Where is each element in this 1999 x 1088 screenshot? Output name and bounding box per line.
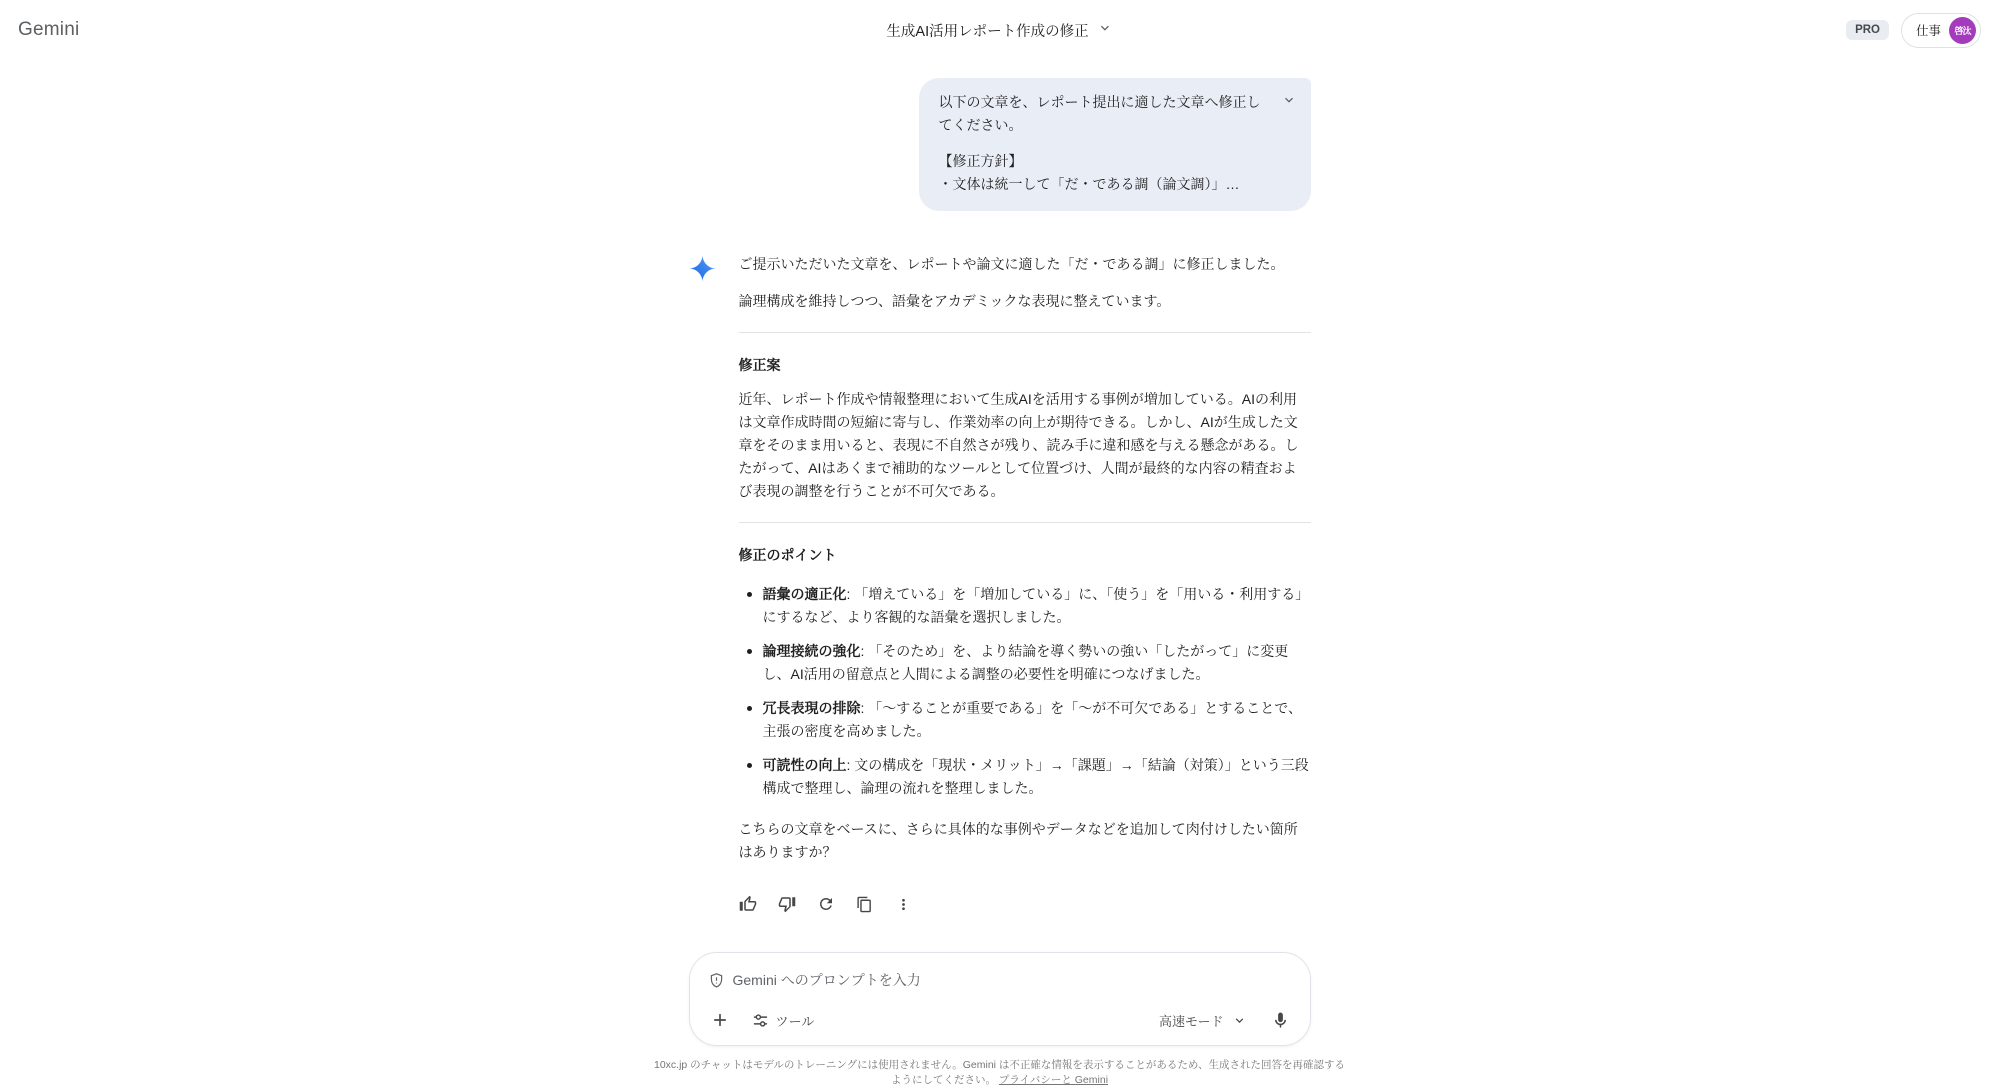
bullet-term: 論理接続の強化 (762, 643, 861, 659)
more-options-button[interactable] (888, 888, 920, 920)
prompt-input[interactable] (708, 970, 1292, 990)
section-heading: 修正のポイント (738, 547, 837, 563)
pro-badge: PRO (1846, 20, 1889, 40)
bullet-list (739, 583, 1311, 800)
tools-button[interactable] (752, 1011, 815, 1030)
thumbs-down-button[interactable] (771, 888, 803, 920)
expand-message-button[interactable] (1277, 88, 1301, 112)
bullet-desc: : 「増えている」を「増加している」に、「使う」を「用いる・利用する」にするなど、より客観的な語彙を選択しました。 (762, 586, 1310, 625)
user-bubble (919, 78, 1311, 211)
gemini-logo: Gemini (18, 19, 80, 40)
chat-title: 生成AI活用レポート作成の修正 (886, 23, 1089, 40)
header-right (1846, 13, 1981, 48)
regenerate-button[interactable] (810, 888, 842, 920)
user-message-row (689, 78, 1311, 211)
mic-button[interactable] (1269, 1009, 1292, 1032)
user-message-text: 以下の文章を、レポート提出に適した文章へ修正してください。 (938, 94, 1261, 133)
add-button[interactable] (708, 1008, 732, 1032)
user-message-text: ・文体は統一して「だ・である調（論文調）」… (938, 176, 1240, 192)
prompt-box (689, 952, 1311, 1046)
response-actions (732, 888, 1311, 920)
tools-label: ツール (775, 1013, 815, 1029)
list-item (739, 640, 1311, 686)
bullet-term: 冗長表現の排除 (762, 700, 861, 716)
account-menu-button[interactable] (1901, 13, 1981, 48)
assistant-response (739, 253, 1311, 920)
header (0, 0, 1999, 60)
refresh-icon (817, 895, 835, 913)
mode-label: 高速モード (1159, 1013, 1224, 1029)
closing-question: こちらの文章をベースに、さらに具体的な事例やデータなどを追加して肉付けしたい箇所はありますか？ (738, 821, 1298, 860)
assistant-message-row (689, 253, 1311, 920)
more-vert-icon (895, 896, 912, 913)
copy-icon (856, 896, 873, 913)
chat-title-menu[interactable] (886, 0, 1112, 60)
bullet-term: 語彙の適正化 (762, 586, 847, 602)
prompt-placeholder: Gemini へのプロンプトを入力 (732, 972, 921, 988)
chevron-down-icon (1097, 20, 1113, 41)
section-heading: 修正案 (738, 357, 781, 373)
response-intro: ご提示いただいた文章を、レポートや論文に適した「だ・である調」に修正しました。 (738, 256, 1285, 272)
chevron-down-icon (1281, 92, 1297, 108)
divider (739, 332, 1311, 333)
thumbs-up-button[interactable] (732, 888, 764, 920)
list-item (739, 697, 1311, 743)
footer-disclaimer (650, 1058, 1350, 1088)
workspace-label: 仕事 (1915, 24, 1941, 38)
list-item (739, 754, 1311, 800)
list-item (739, 583, 1311, 629)
bullet-term: 可読性の向上 (762, 757, 847, 773)
shield-icon (708, 972, 725, 989)
tune-icon (752, 1012, 769, 1029)
chevron-down-icon (1232, 1013, 1247, 1028)
disclaimer-text: 10xc.jp のチャットはモデルのトレーニングには使用されません。Gemini は不正確な情報を表示することがあるため、生成された回答を再確認するようにしてください。 (653, 1059, 1346, 1086)
bullet-desc: : 「そのため」を、より結論を導く勢いの強い「したがって」に変更し、AI活用の留意点と人間による調整の必要性を明確につなげました。 (762, 643, 1289, 682)
bullet-desc: : 文の構成を「現状・メリット」→「課題」→「結論（対策）」という三段構成で整理し、論理の流れを整理しました。 (762, 757, 1309, 796)
thumbs-down-icon (778, 895, 796, 913)
avatar[interactable]: 啓汰 (1949, 17, 1976, 44)
prompt-area (689, 952, 1311, 1046)
user-message-text: 【修正方針】 (938, 153, 1023, 169)
privacy-link[interactable]: プライバシーと Gemini (998, 1074, 1109, 1086)
prompt-controls (708, 1008, 1292, 1032)
bullet-desc: : 「〜することが重要である」を「〜が不可欠である」とすることで、主張の密度を高めました。 (762, 700, 1302, 739)
conversation (689, 78, 1311, 920)
gemini-sparkle-icon (689, 253, 739, 920)
divider (739, 522, 1311, 523)
section-body: 近年、レポート作成や情報整理において生成AIを活用する事例が増加している。AIの利用は文章作成時間の短縮に寄与し、作業効率の向上が期待できる。しかし、AIが生成した文章をそのまま用いると、表現に不自然さが残り、読み手に違和感を与える懸念がある。したがって、AIはあくまで補助的なツールとして位置づけ、人間が最終的な内容の精査および表現の調整を行うことが不可欠である。 (738, 391, 1299, 499)
plus-icon (710, 1010, 730, 1030)
mic-icon (1271, 1011, 1290, 1030)
thumbs-up-icon (739, 895, 757, 913)
response-intro: 論理構成を維持しつつ、語彙をアカデミックな表現に整えています。 (738, 293, 1171, 309)
mode-selector[interactable] (1159, 1011, 1246, 1030)
copy-button[interactable] (849, 888, 881, 920)
